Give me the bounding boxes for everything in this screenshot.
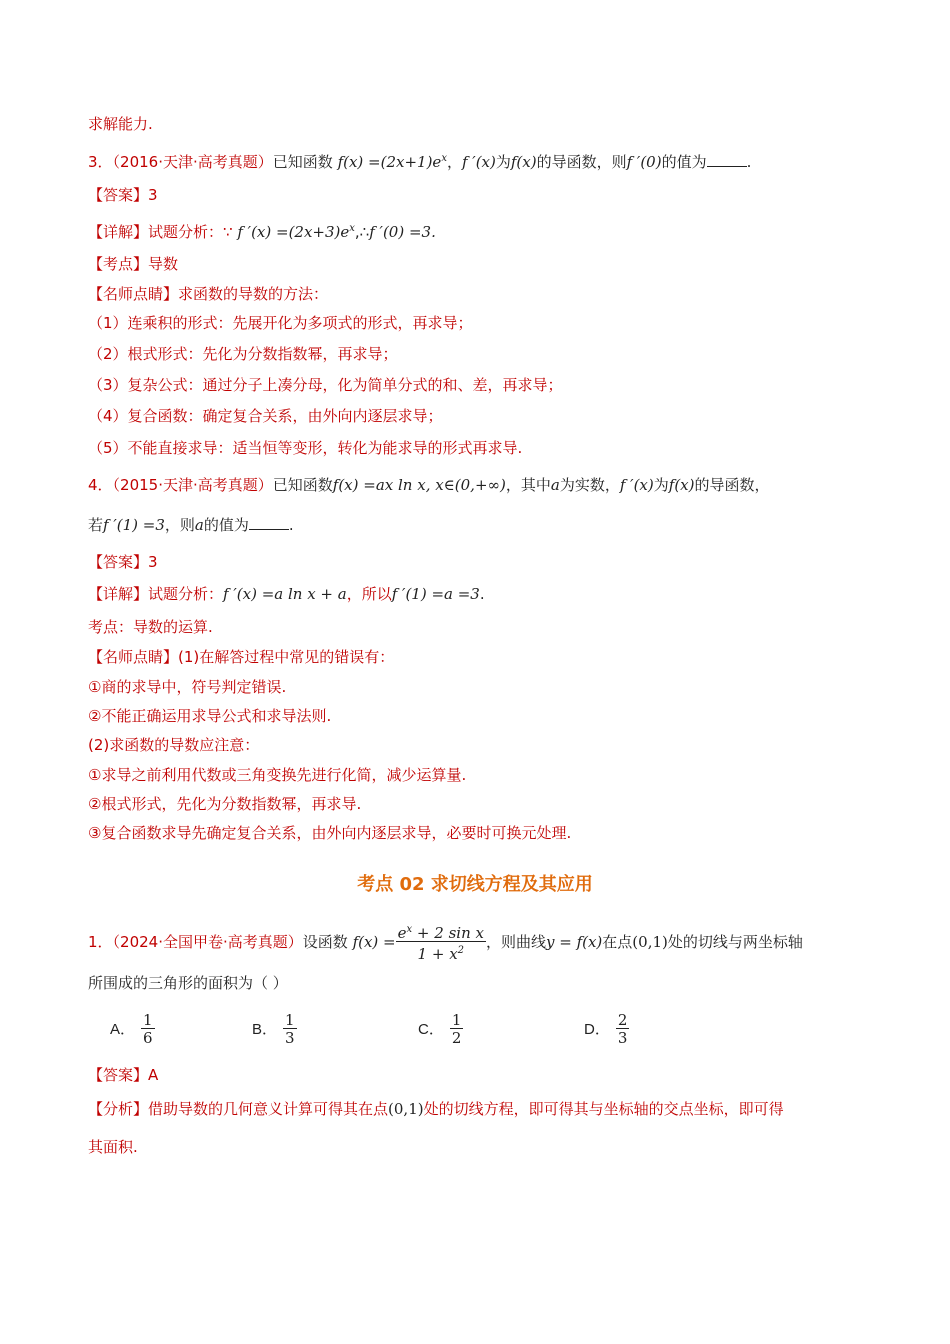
question-number: 4． [88,476,113,494]
math-expression: (0,1) [632,933,668,951]
tips-item: ①商的求导中，符号判定错误. [88,678,287,696]
math-fraction: $\frac{e^x + 2 \sin x}{1 + x^2}$ [397,924,484,963]
tips-item: ①求导之前利用代数或三角变换先进行化简，减少运算量. [88,766,467,784]
math-expression: f(x) =ax ln x, x∈(0,+∞) [332,476,506,494]
tips-line: 【名师点睛】(1)在解答过程中常见的错误有： [88,648,395,666]
tips-item: ③复合函数求导先确定复合关系，由外向内逐层求导，必要时可换元处理. [88,824,572,842]
question-text: 已知函数 [272,153,333,171]
math-expression: f ′(x) [619,476,654,494]
option-a-fraction: $\frac{1}{6}$ [143,1011,153,1047]
answer-blank [707,152,747,167]
math-expression: f(x) [668,476,695,494]
option-c: C． $\frac{1}{2}$ [418,1011,462,1047]
answer-line [88,551,862,573]
option-a: A． $\frac{1}{6}$ [110,1011,153,1047]
tips-tag: 【名师点睛】 [88,285,179,303]
option-d: D． $\frac{2}{3}$ [584,1011,628,1047]
problem-1-cont: 所围成的三角形的面积为（ ） [88,974,288,992]
tips-line: 【名师点睛】求函数的导数的方法： [88,285,329,303]
analysis-line: 【分析】借助导数的几何意义计算可得其在点(0,1)处的切线方程，即可得其与坐标轴的交点坐标，即可得 [88,1100,784,1118]
math-expression: $f(x) =(2x+1)e^x$ [337,153,447,171]
math-expression: f(x) = [352,933,396,951]
question-source: （2024·全国甲卷·高考真题） [112,933,303,951]
question-number: 3． [88,153,113,171]
math-expression: (0,1) [388,1100,424,1118]
math-variable: a [194,516,204,534]
math-expression: f ′(1) =a =3 [391,585,480,603]
kaodian-tag: 【考点】 [88,255,149,273]
math-expression: y = f(x) [545,933,603,951]
answer-tag: 【答案】 [88,186,149,204]
analysis-tag: 【分析】 [88,1100,149,1118]
math-expression: f ′(0) [626,153,662,171]
kaodian-line: 【考点】导数 [88,255,179,273]
kaodian-line: 考点：导数的运算. [88,618,213,636]
answer-value: 3 [148,186,158,204]
math-expression: f(x) [510,153,537,171]
detail-line: 【详解】试题分析：∵ f $'(x) =(2x+3)e^x,\therefore f$ ′(0) =3. [88,223,436,241]
tips-item: （3）复杂公式：通过分子上凑分母，化为简单分式的和、差，再求导； [88,376,563,394]
math-expression: f ′(x) =a ln x + a [223,585,347,603]
math-variable: a [550,476,560,494]
math-expression: f $'(x) =(2x+3)e^x$ [237,223,355,241]
tips-tag: 【名师点睛】 [88,648,179,666]
section-heading: 考点 02 求切线方程及其应用 [357,874,593,895]
answer-line [88,184,862,206]
prev-text: 求解能力. [88,115,153,133]
detail-tag: 【详解】 [88,585,149,603]
tips-item: （4）复合函数：确定复合关系，由外向内逐层求导； [88,407,443,425]
problem-1: 1．（2024·全国甲卷·高考真题）设函数 f(x) = $\frac{e^x + 2 \sin x}{1 + x^2}$ ，则曲线y = f(x)在点(0,1)处的切线与两坐标轴 [88,924,803,963]
question-3: 3．（2016·天津·高考真题）已知函数 $f(x) =(2x+1)e^x$，f ′(x)为f(x)的导函数，则f ′(0)的值为 . [88,153,752,171]
option-b: B． $\frac{1}{3}$ [252,1011,295,1047]
detail-line: 【详解】试题分析：f ′(x) =a ln x + a，所以f ′(1) =a =3. [88,585,485,603]
tips-item: ②根式形式，先化为分数指数幂，再求导. [88,795,362,813]
detail-tag: 【详解】 [88,223,149,241]
math-expression: f ′(x) [461,153,496,171]
tips-item: (2)求函数的导数应注意： [88,736,260,754]
math-expression: f ′(1) =3 [103,516,165,534]
answer-tag: 【答案】 [88,553,149,571]
math-expression: f ′(0) =3. [369,223,436,241]
analysis-cont: 其面积. [88,1138,138,1156]
answer-line [88,1064,862,1086]
tips-item: ②不能正确运用求导公式和求导法则. [88,707,332,725]
option-c-fraction: $\frac{1}{2}$ [451,1011,462,1047]
answer-value: 3 [148,553,158,571]
tips-item: （1）连乘积的形式：先展开化为多项式的形式，再求导； [88,314,473,332]
option-d-fraction: $\frac{2}{3}$ [617,1011,628,1047]
answer-value: A [148,1066,159,1084]
question-4-cont: 若f ′(1) =3，则a的值为 . [88,516,294,534]
text-line [88,113,862,135]
question-source: （2016·天津·高考真题） [112,153,273,171]
tips-item: （2）根式形式：先化为分数指数幂，再求导； [88,345,398,363]
answer-tag: 【答案】 [88,1066,149,1084]
tips-item: （5）不能直接求导：适当恒等变形，转化为能求导的形式再求导. [88,439,523,457]
answer-blank [249,515,289,530]
question-source: （2015·天津·高考真题） [112,476,273,494]
question-number: 1． [88,933,113,951]
question-4: 4．（2015·天津·高考真题）已知函数f(x) =ax ln x, x∈(0,+∞)，其中a为实数，f ′(x)为f(x)的导函数， [88,476,770,494]
option-b-fraction: $\frac{1}{3}$ [285,1011,295,1047]
